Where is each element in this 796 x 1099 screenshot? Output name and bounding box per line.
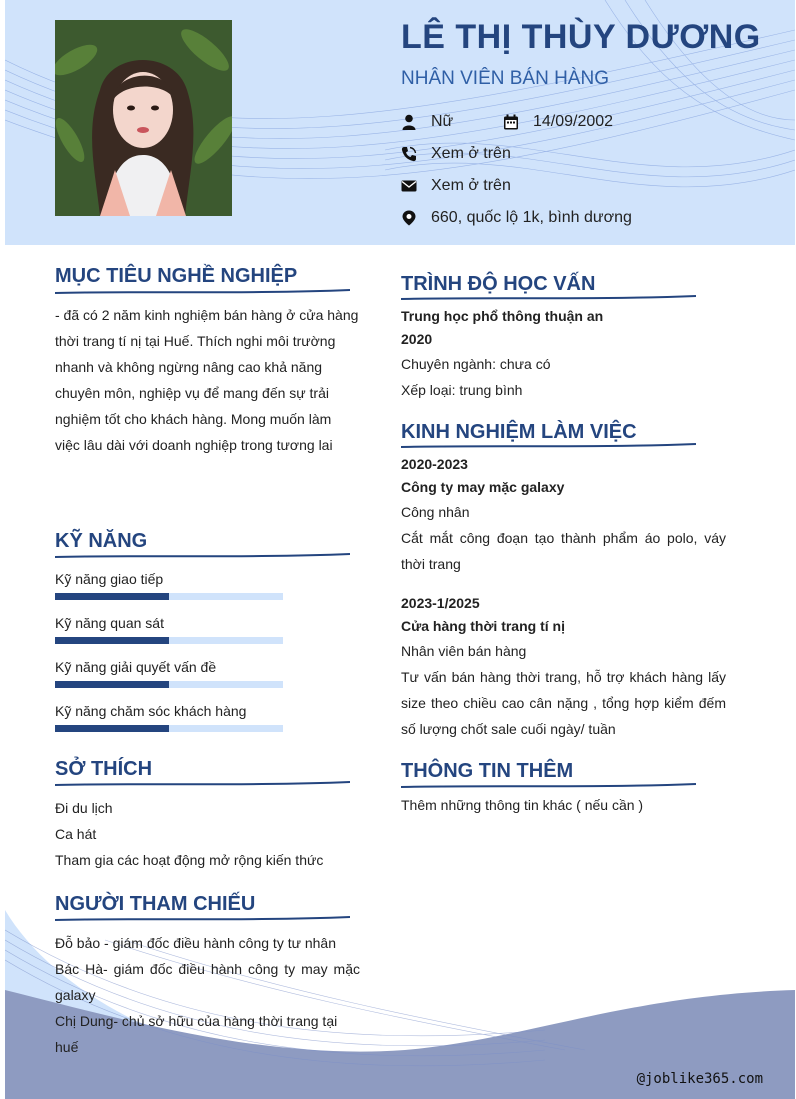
skill-bar [55,593,283,600]
job-description: Tư vấn bán hàng thời trang, hỗ trợ khách hàng lấy size theo chiều cao cân nặng , tổng hợp kiểm đếm số lượng chốt sale cuối ngày/ tuần [401,669,726,737]
address-value: 660, quốc lộ 1k, bình dương [431,209,632,226]
hobbies-title: SỞ THÍCH [55,758,153,780]
education-year: 2020 [401,331,433,347]
skill-bar-fill [55,637,169,644]
education-underline [401,295,696,301]
skill-bar-fill [55,725,169,732]
objective-title: MỤC TIÊU NGHỀ NGHIỆP [55,265,298,287]
objective-text: - đã có 2 năm kinh nghiệm bán hàng ở cửa hàng thời trang tí nị tại Huế. Thích nghi môi trường nhanh và không ngừng nâng cao khả năng chuyên môn, nghiệp vụ để mang đến sự trải nghiệm tốt cho khách hàng. Mong muốn làm việc lâu dài với doanh nghiệp trong tương lai [55,307,359,453]
objective-underline [55,289,350,295]
envelope-icon [401,178,417,194]
education-school: Trung học phổ thông thuận an [401,308,604,324]
job-period: 2023-1/2025 [401,595,480,611]
additional-text: Thêm những thông tin khác ( nếu cần ) [401,797,644,813]
email-value: Xem ở trên [431,177,511,194]
skills-underline [55,553,350,559]
reference-item: Bác Hà- giám đốc điều hành công ty may mặc galaxy [55,961,360,1003]
cv-page [5,0,795,1099]
candidate-name: LÊ THỊ THÙY DƯƠNG [401,18,761,56]
skills-title: KỸ NĂNG [55,530,148,552]
watermark: @joblike365.com [636,1071,763,1087]
skill-label: Kỹ năng chăm sóc khách hàng [55,703,247,719]
experience-underline [401,443,696,449]
additional-title: THÔNG TIN THÊM [401,760,574,782]
job-position: Công nhân [401,504,470,520]
reference-item: Chị Dung- chủ sở hữu của hàng thời trang tại huế [55,1013,338,1055]
hobbies-underline [55,781,350,787]
skill-bar [55,637,283,644]
skill-label: Kỹ năng giao tiếp [55,571,164,587]
birthdate-row [503,113,613,131]
phone-row [401,145,511,163]
skill-bar-fill [55,593,169,600]
additional-underline [401,783,696,789]
job-title: NHÂN VIÊN BÁN HÀNG [401,68,609,89]
skill-bar [55,725,283,732]
address-row [401,209,632,227]
job-company: Cửa hàng thời trang tí nị [401,618,565,634]
hobby-item: Ca hát [55,826,97,842]
profile-photo [55,20,232,216]
hobby-item: Đi du lịch [55,800,113,816]
gender-row [401,113,453,131]
reference-item: Đỗ bảo - giám đốc điều hành công ty tư nhân [55,935,336,951]
references-underline [55,916,350,922]
phone-value: Xem ở trên [431,145,511,162]
references-title: NGƯỜI THAM CHIẾU [55,893,256,915]
gender-value: Nữ [431,113,454,130]
hobby-item: Tham gia các hoạt động mở rộng kiến thức [55,852,324,868]
location-pin-icon [401,210,417,226]
skill-label: Kỹ năng giải quyết vấn đề [55,659,217,675]
email-row [401,177,511,195]
user-icon [401,114,417,130]
experience-title: KINH NGHIỆM LÀM VIỆC [401,421,637,443]
job-company: Công ty may mặc galaxy [401,479,565,495]
skill-bar-fill [55,681,169,688]
phone-icon [401,146,417,162]
skill-bar [55,681,283,688]
birthdate-value: 14/09/2002 [533,113,614,130]
education-major: Chuyên ngành: chưa có [401,356,551,372]
job-description: Cắt mắt công đoạn tạo thành phẩm áo polo, váy thời trang [401,530,726,572]
education-title: TRÌNH ĐỘ HỌC VẤN [401,273,596,295]
calendar-icon [503,114,519,130]
job-period: 2020-2023 [401,456,468,472]
education-rank: Xếp loại: trung bình [401,382,523,398]
job-position: Nhân viên bán hàng [401,643,527,659]
skill-label: Kỹ năng quan sát [55,615,164,631]
